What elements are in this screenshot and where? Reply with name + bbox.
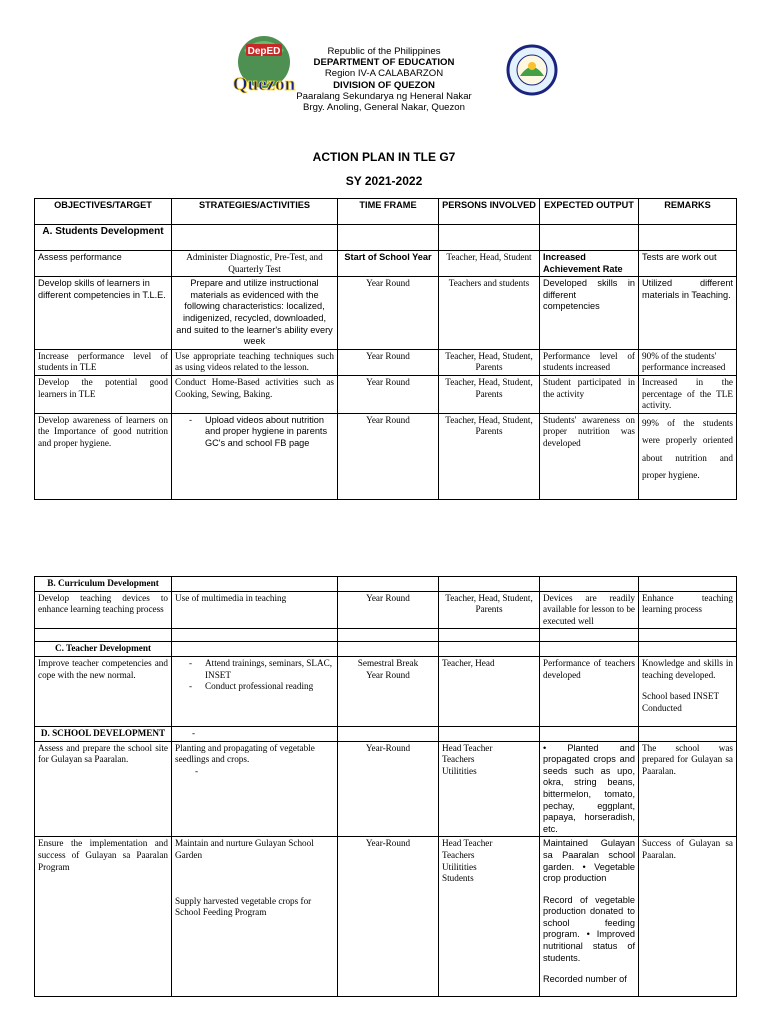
section-c-heading: C. Teacher Development [35,642,172,657]
remarks-line: School based INSET Conducted [642,691,719,713]
table-row [35,591,737,629]
objective-cell: Develop awareness of learners on the Importance of good nutrition and proper hygiene. [35,413,172,499]
section-heading-row [35,726,737,741]
person-line: Utilitities [442,765,477,776]
table-row [35,251,737,277]
time-cell: Year-Round [338,741,439,837]
time-cell: Year Round [338,413,439,499]
header-school: Paaralang Sekundarya ng Heneral Nakar [296,90,472,102]
action-plan-table-2 [34,576,737,997]
objective-cell: Develop skills of learners in different competencies in T.L.E. [35,277,172,350]
col-expected-output: EXPECTED OUTPUT [540,199,639,225]
output-cell: Devices are readily available for lesson to be executed well [540,591,639,629]
remarks-line: Knowledge and skills in teaching developed. [642,657,733,680]
persons-cell: Teacher, Head, Student, Parents [439,591,540,629]
output-cell [540,837,639,997]
time-line: Year Round [366,669,410,680]
header-address: Brgy. Anoling, General Nakar, Quezon [303,102,465,114]
persons-cell: Teachers and students [439,277,540,350]
objective-cell: Assess and prepare the school site for Gulayan sa Paaralan. [35,741,172,837]
strategy-cell: Prepare and utilize instructional materials as evidenced with the following characteristics: localized, indigenized, recycled, downloaded, and suited to the learner's ability every week [172,277,338,350]
section-a-heading: A. Students Development [35,225,172,251]
strategy-cell: Conduct Home-Based activities such as Cooking, Sewing, Baking. [172,375,338,413]
school-seal-icon [506,44,558,96]
strategy-cell [172,837,338,997]
strategy-list [175,658,334,693]
person-line: Teachers [442,754,475,765]
output-cell: Developed skills in different competencies [540,277,639,350]
persons-cell: Teacher, Head [439,656,540,726]
action-plan-table-1 [34,198,737,500]
output-cell: Performance level of students increased [540,349,639,375]
output-line: Recorded number of [543,974,627,985]
section-d-heading: D. SCHOOL DEVELOPMENT [35,726,172,741]
output-cell: Students' awareness on proper nutrition was developed [540,413,639,499]
output-cell: Increased Achievement Rate [540,251,639,277]
remarks-cell [639,656,737,726]
persons-cell: Teacher, Head, Student, Parents [439,413,540,499]
section-heading-row [35,577,737,592]
strategy-cell [172,741,338,837]
header-republic: Republic of the Philippines [327,46,441,57]
svg-text:DepED: DepED [247,46,281,57]
objective-cell: Assess performance [35,251,172,277]
time-cell: Year Round [338,591,439,629]
remarks-cell: 90% of the students' performance increased [639,349,737,375]
time-line: Semestral Break [357,657,419,668]
school-year: SY 2021-2022 [345,174,423,188]
remarks-cell: Enhance teaching learning process [639,591,737,629]
time-cell: Year Round [338,349,439,375]
strategy-line: Planting and propagating of vegetable seedlings and crops. [175,742,315,765]
remarks-cell: 99% of the students were properly oriented about nutrition and proper hygiene. [639,413,737,499]
section-heading-row [35,642,737,657]
strategy-item: - Attend trainings, seminars, SLAC, INSET [205,658,334,681]
time-cell [338,656,439,726]
header-region: Region IV-A CALABARZON [324,68,444,80]
table-row [35,837,737,997]
remarks-cell: Success of Gulayan sa Paaralan. [639,837,737,997]
strategy-cell [172,413,338,499]
table-row [35,277,737,350]
header-row [35,199,737,225]
time-cell: Year Round [338,277,439,350]
section-d-dash: - [172,726,338,741]
header-department: DEPARTMENT OF EDUCATION [313,57,455,69]
letterhead [0,44,768,124]
table-row [35,656,737,726]
table-row [35,741,737,837]
persons-cell: Teacher, Head, Student, Parents [439,375,540,413]
strategy-cell [172,656,338,726]
strategy-item: - Upload videos about nutrition and proper hygiene in parents GC's and school FB page [205,415,334,450]
objective-cell: Develop the potential good learners in TLE [35,375,172,413]
table-row [35,413,737,499]
strategy-line: Maintain and nurture Gulayan School Garden [175,838,314,860]
remarks-cell: Tests are work out [639,251,737,277]
col-strategies: STRATEGIES/ACTIVITIES [172,199,338,225]
person-line: Students [442,873,474,884]
objective-cell: Improve teacher competencies and cope with the new normal. [35,656,172,726]
remarks-cell: Utilized different materials in Teaching. [639,277,737,350]
svg-text:Quezon: Quezon [232,74,296,95]
col-time-frame: TIME FRAME [338,199,439,225]
person-line: Head Teacher [442,838,493,849]
col-persons: PERSONS INVOLVED [439,199,540,225]
person-line: Teachers [442,849,475,860]
time-cell: Year Round [338,375,439,413]
objective-cell: Increase performance level of students in TLE [35,349,172,375]
output-cell: • Planted and propagated crops and seeds such as upo, okra, string beans, bittermelon, tomato, pechay, eggplant, papaya, horseradish, etc. [540,741,639,837]
table-row [35,375,737,413]
col-remarks: REMARKS [639,199,737,225]
person-line: Utilitities [442,861,477,872]
section-b-heading: B. Curriculum Development [35,577,172,592]
output-line: Maintained Gulayan sa Paaralan school garden. • Vegetable crop production [543,838,635,884]
remarks-cell: The school was prepared for Gulayan sa Paaralan. [639,741,737,837]
output-cell: Performance of teachers developed [540,656,639,726]
persons-cell [439,741,540,837]
strategy-dash: - [195,765,199,776]
spacer-row [35,629,737,642]
strategy-cell: Use of multimedia in teaching [172,591,338,629]
output-line: Record of vegetable production donated to school feeding program. • Improved nutritional status of students. [543,894,635,963]
output-cell: Student participated in the activity [540,375,639,413]
remarks-cell: Increased in the percentage of the TLE activity. [639,375,737,413]
persons-cell: Teacher, Head, Student [439,251,540,277]
time-cell: Year-Round [338,837,439,997]
person-line: Head Teacher [442,742,493,753]
table-row [35,349,737,375]
section-heading-row [35,225,737,251]
col-objectives: OBJECTIVES/TARGET [35,199,172,225]
persons-cell: Teacher, Head, Student, Parents [439,349,540,375]
strategy-cell: Administer Diagnostic, Pre-Test, and Quarterly Test [172,251,338,277]
document-title: ACTION PLAN IN TLE G7 [312,150,456,164]
strategy-cell: Use appropriate teaching techniques such as using videos related to the lesson. [172,349,338,375]
persons-cell [439,837,540,997]
header-text [260,46,508,113]
strategy-item: - Conduct professional reading [205,681,334,693]
time-cell: Start of School Year [338,251,439,277]
strategy-list [175,415,334,450]
strategy-line: Supply harvested vegetable crops for School Feeding Program [175,895,312,918]
header-division: DIVISION OF QUEZON [333,79,435,91]
objective-cell: Develop teaching devices to enhance learning teaching process [35,591,172,629]
objective-cell: Ensure the implementation and success of Gulayan sa Paaralan Program [35,837,172,997]
